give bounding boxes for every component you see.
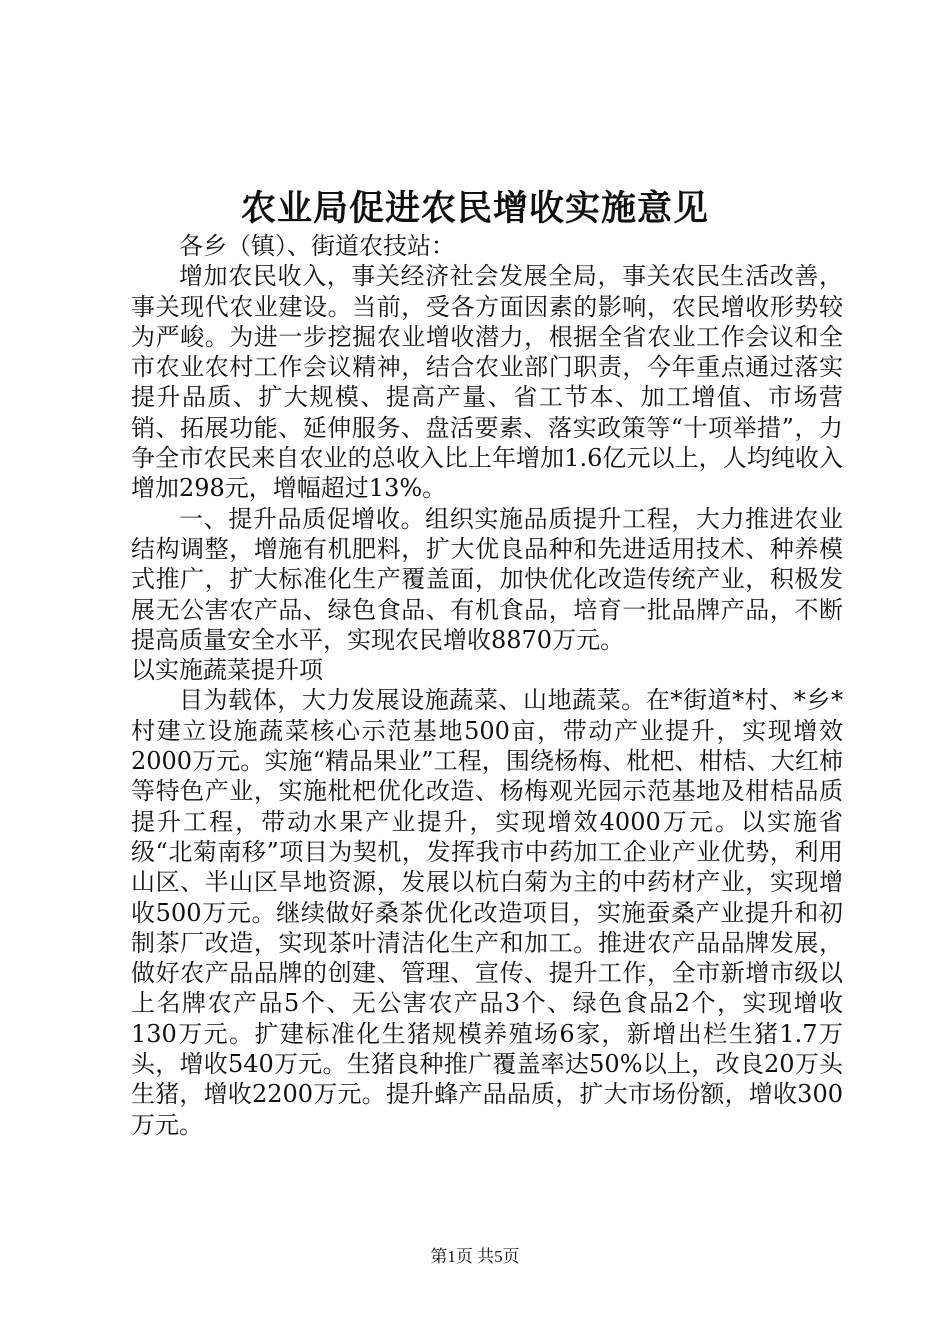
document-title: 农业局促进农民增收实施意见 xyxy=(240,189,709,229)
document-body xyxy=(131,231,843,1140)
paragraph-intro: 增加农民收入，事关经济社会发展全局，事关农民生活改善，事关现代农业建设。当前，受各方面因素的影响，农民增收形势较为严峻。为进一步挖掘农业增收潜力，根据全省农业工作会议和全市农业农村工作会议精神，结合农业部门职责，今年重点通过落实提升品质、扩大规模、提高产量、省工节本、加工增值、市场营销、拓展功能、延伸服务、盘活要素、落实政策等“十项举措”，力争全市农民来自农业的总收入比上年增加1.6亿元以上，人均纯收入增加298元，增幅超过13%。 xyxy=(131,262,843,503)
paragraph-fragment: 以实施蔬菜提升项 xyxy=(131,656,323,685)
salutation: 各乡（镇）、街道农技站： xyxy=(179,232,455,260)
paragraph-section-one: 一、提升品质促增收。组织实施品质提升工程，大力推进农业结构调整，增施有机肥料，扩大优良品种和先进适用技术、种养模式推广，扩大标准化生产覆盖面，加快优化改造传统产业，积极发展无公害农产品、绿色食品、有机食品，培育一批品牌产品，不断提高质量安全水平，实现农民增收8870万元。 xyxy=(131,504,843,654)
paragraph-vegetable-project: 目为载体，大力发展设施蔬菜、山地蔬菜。在*街道*村、*乡*村建立设施蔬菜核心示范基地500亩，带动产业提升，实现增效2000万元。实施“精品果业”工程，围绕杨梅、枇杷、柑桔、大红柿等特色产业，实施枇杷优化改造、杨梅观光园示范基地及柑桔品质提升工程，带动水果产业提升，实现增效4000万元。以实施省级“北菊南移”项目为契机，发挥我市中药加工企业产业优势，利用山区、半山区旱地资源，发展以杭白菊为主的中药材产业，实现增收500万元。继续做好桑茶优化改造项目，实施蚕桑产业提升和初制茶厂改造，实现茶叶清洁化生产和加工。推进农产品品牌发展，做好农产品品牌的创建、管理、宣传、提升工作，全市新增市级以上名牌农产品5个、无公害农产品3个、绿色食品2个，实现增收130万元。扩建标准化生猪规模养殖场6家，新增出栏生猪1.7万头，增收540万元。生猪良种推广覆盖率达50%以上，改良20万头生猪，增收2200万元。提升蜂产品品质，扩大市场份额，增收300万元。 xyxy=(131,686,843,1139)
page-footer: 第1页 共5页 xyxy=(430,1247,520,1266)
